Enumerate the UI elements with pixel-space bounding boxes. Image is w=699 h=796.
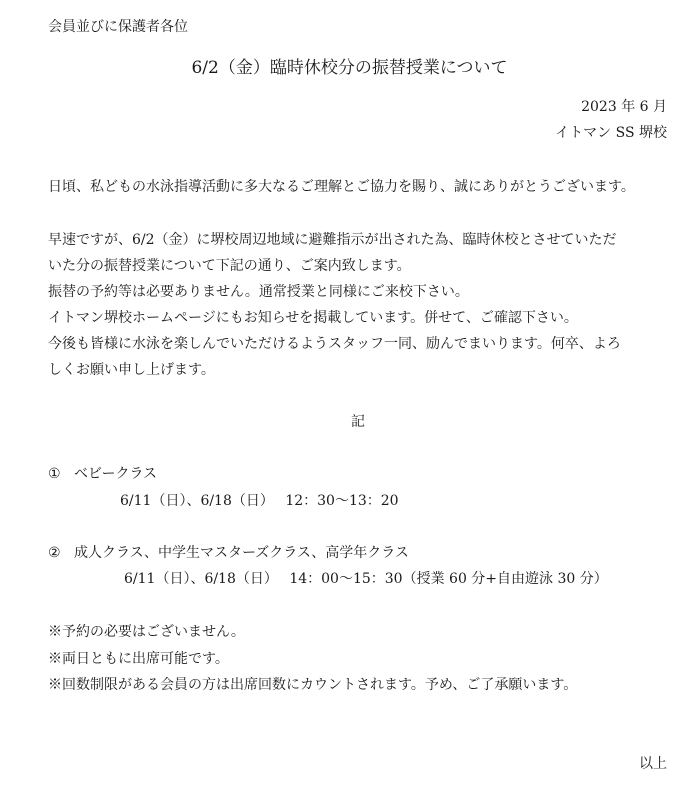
addressee: 会員並びに保護者各位 bbox=[48, 19, 188, 35]
item-schedule: 6/11（日）、6/18（日） 12：30～13：20 bbox=[120, 493, 399, 509]
paragraph-line: 早速ですが、6/2（金）に堺校周辺地域に避難指示が出された為、臨時休校とさせていただ bbox=[48, 232, 617, 248]
closing: 以上 bbox=[639, 756, 667, 772]
note: ※両日ともに出席可能です。 bbox=[48, 651, 229, 667]
item-number: ① bbox=[48, 466, 61, 482]
item-schedule: 6/11（日）、6/18（日） 14：00～15：30（授業 60 分+自由遊泳 30 分） bbox=[124, 571, 608, 587]
greeting: 日頃、私どもの水泳指導活動に多大なるご理解とご協力を賜り、誠にありがとうございます。 bbox=[48, 179, 635, 195]
item-number: ② bbox=[48, 545, 61, 561]
item-label: ベビークラス bbox=[74, 466, 158, 482]
paragraph-line: しくお願い申し上げます。 bbox=[48, 362, 215, 378]
sender: イトマン SS 堺校 bbox=[555, 125, 667, 141]
note: ※回数制限がある会員の方は出席回数にカウントされます。予め、ご了承願います。 bbox=[48, 677, 578, 693]
paragraph-line: いた分の振替授業について下記の通り、ご案内致します。 bbox=[48, 258, 411, 274]
document-title: 6/2（金）臨時休校分の振替授業について bbox=[191, 58, 508, 78]
issue-date: 2023 年 6 月 bbox=[581, 99, 667, 115]
ki-heading: 記 bbox=[351, 414, 365, 430]
paragraph-line: イトマン堺校ホームページにもお知らせを掲載しています。併せて、ご確認下さい。 bbox=[48, 310, 578, 326]
paragraph-line: 今後も皆様に水泳を楽しんでいただけるようスタッフ一同、励んでまいります。何卒、よろ bbox=[48, 336, 621, 352]
paragraph-line: 振替の予約等は必要ありません。通常授業と同様にご来校下さい。 bbox=[48, 284, 469, 300]
note: ※予約の必要はございません。 bbox=[48, 624, 245, 640]
item-label: 成人クラス、中学生マスターズクラス、高学年クラス bbox=[74, 545, 409, 561]
